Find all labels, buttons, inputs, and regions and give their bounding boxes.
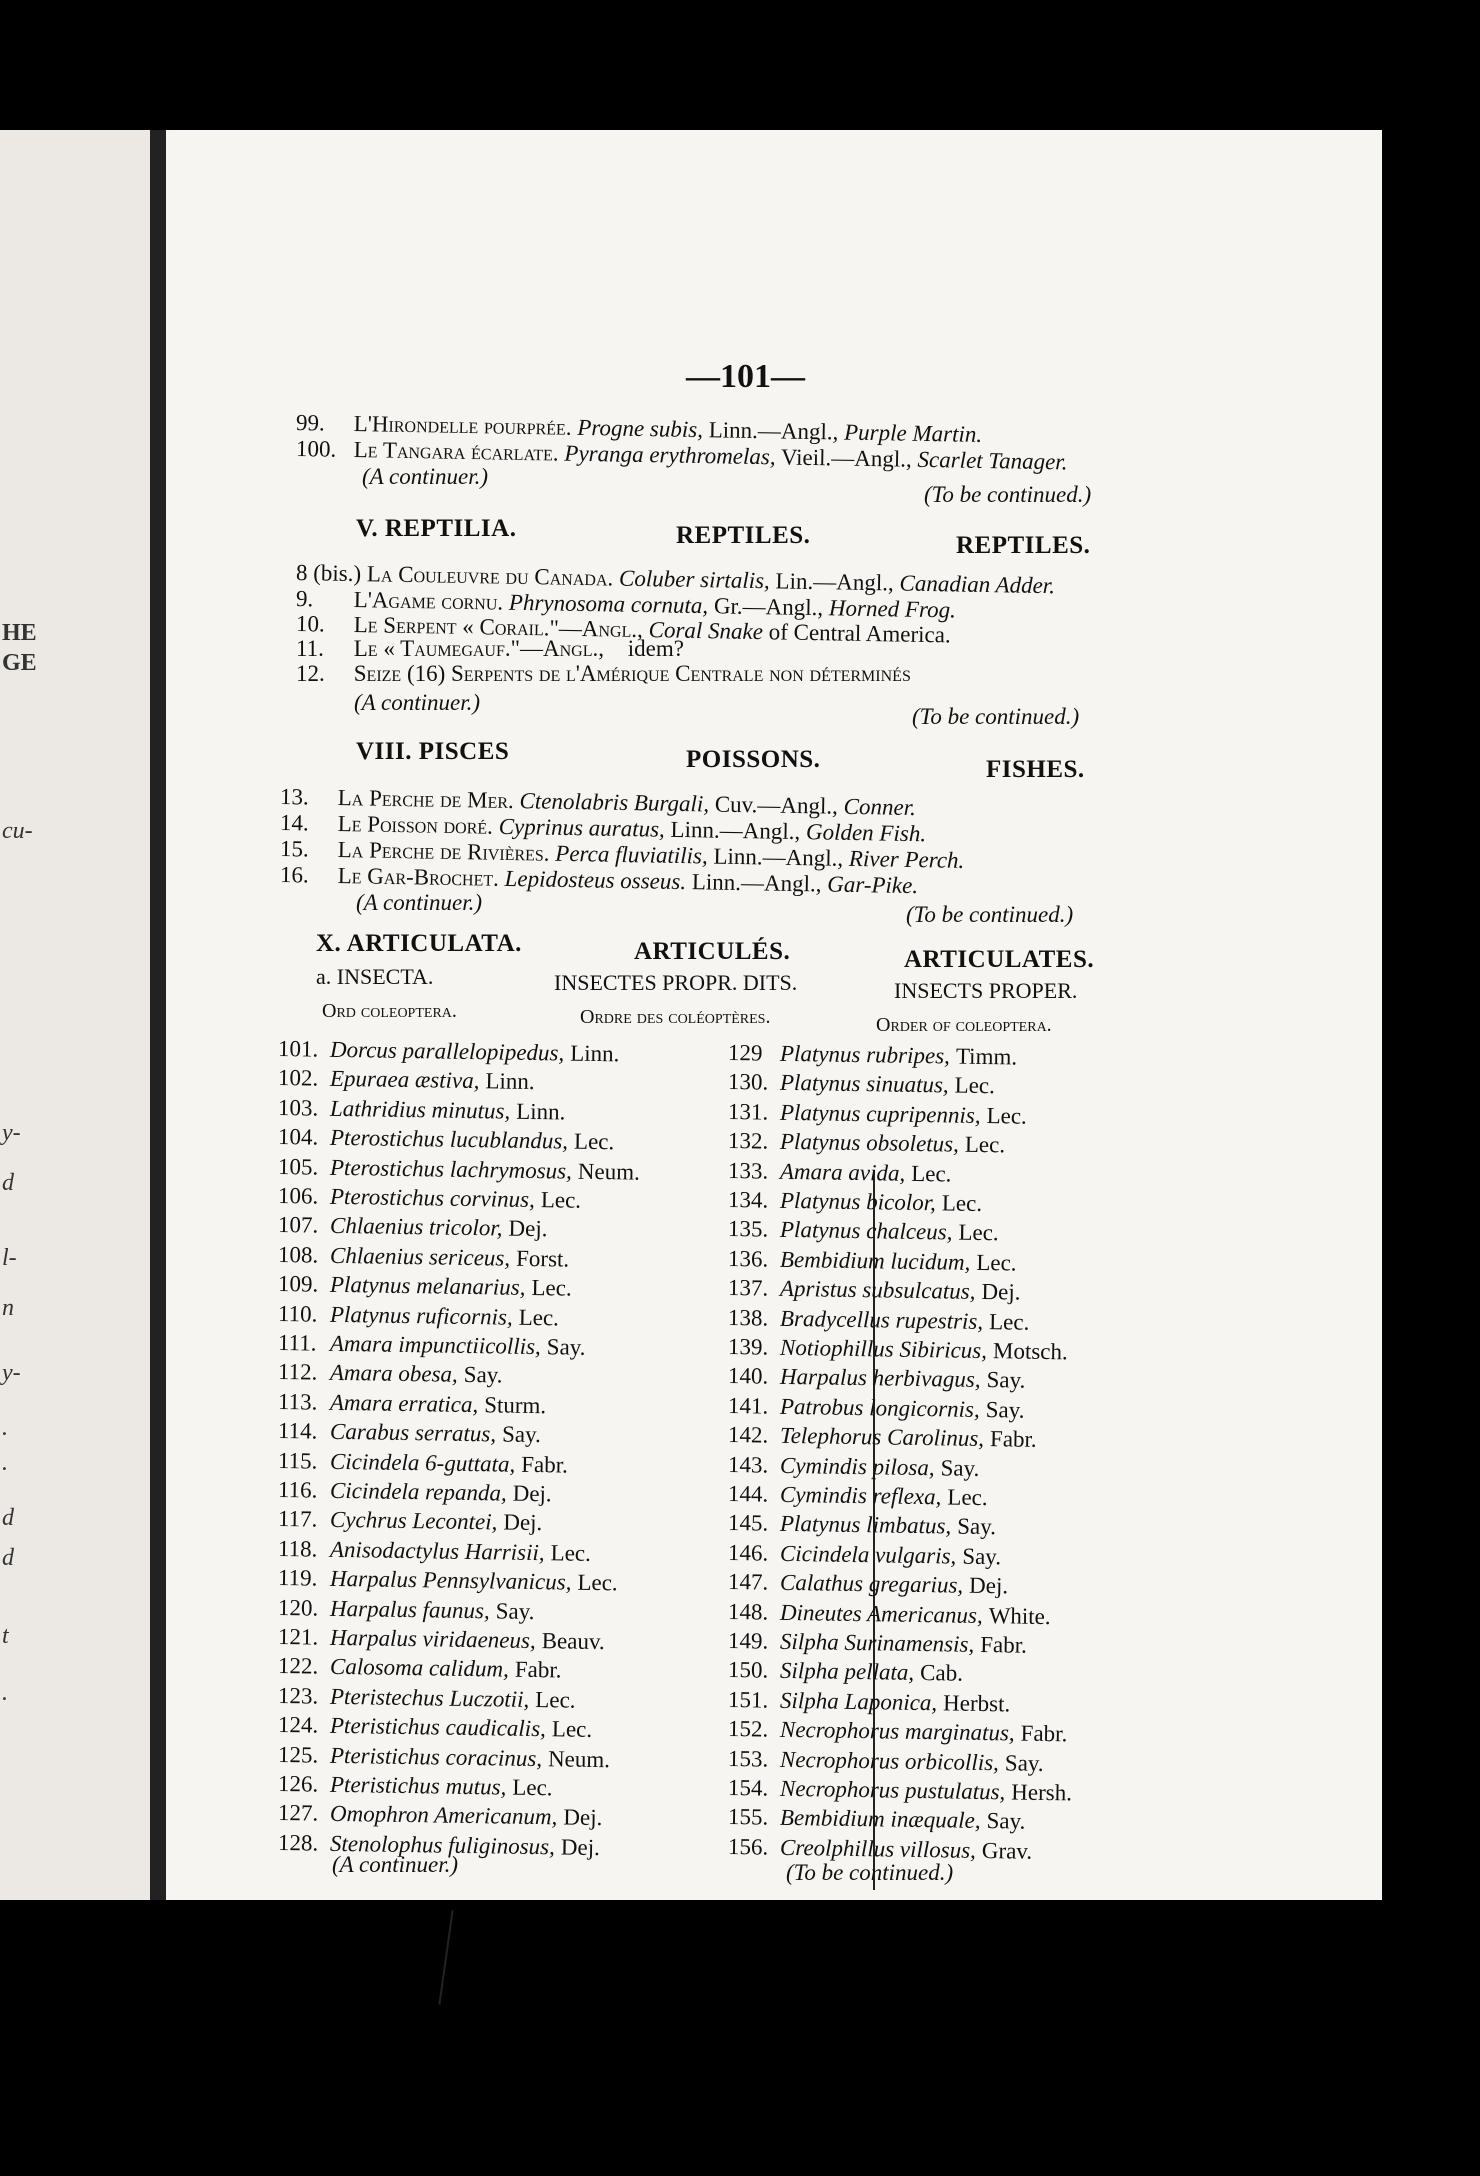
item-number: 142. [727, 1422, 769, 1448]
list-item [728, 1716, 1068, 1747]
species-name: Creolphillus villosus, [779, 1834, 977, 1863]
item-number: 147. [727, 1569, 769, 1595]
species-authority: Lec. [988, 1308, 1030, 1335]
continuation-note-en: (To be continued.) [912, 704, 1080, 729]
species-authority: Lec. [531, 1275, 572, 1301]
species-name: Amara erratica, [329, 1389, 479, 1417]
species-authority: Lec. [986, 1102, 1027, 1129]
species-authority: Motsch. [992, 1338, 1068, 1365]
species-authority: Cab. [919, 1660, 964, 1687]
list-item [728, 1746, 1044, 1777]
species-name: Necrophorus pustulatus, [779, 1775, 1006, 1805]
species-authority: Forst. [515, 1245, 570, 1272]
species-name: Bembidium inæquale, [779, 1805, 981, 1834]
continuation-note-fr: (A continuer.) [332, 1852, 459, 1877]
item-number: 153. [727, 1745, 769, 1772]
item-number: 139. [727, 1334, 769, 1360]
section-heading-fr: ARTICULÉS. [634, 938, 791, 965]
species-name: Platynus melanarius, [329, 1272, 526, 1301]
item-number: 117. [277, 1506, 318, 1533]
species-name: Telephorus Carolinus, [779, 1423, 985, 1452]
species-authority: Lec. [512, 1774, 553, 1801]
continuation-note-en: (To be continued.) [924, 482, 1092, 507]
species-authority: Linn. [570, 1040, 620, 1067]
facing-fragment: . [2, 1450, 8, 1476]
species-authority: Lec. [535, 1686, 576, 1713]
item-number: 119. [277, 1565, 318, 1591]
species-authority: Neum. [547, 1745, 611, 1772]
list-item [728, 1657, 963, 1687]
item-number: 134. [727, 1187, 769, 1213]
list-item [728, 1069, 995, 1099]
list-item [278, 1124, 615, 1155]
species-authority: Lec. [540, 1187, 582, 1213]
species-name: Harpalus herbivagus, [779, 1364, 981, 1393]
list-item [728, 1628, 1027, 1659]
item-number: 128. [277, 1829, 319, 1856]
item-number: 152. [727, 1716, 769, 1742]
species-name: Omophron Americanum, [329, 1801, 558, 1830]
species-name: Lathridius minutus, [329, 1095, 511, 1124]
species-authority: Say. [986, 1367, 1026, 1394]
species-authority: Neum. [577, 1158, 641, 1185]
facing-fragment: . [2, 1415, 8, 1441]
species-name: Cymindis pilosa, [779, 1452, 935, 1480]
binding-gutter [150, 130, 166, 1900]
species-name: Silpha Laponica, [779, 1687, 938, 1716]
species-name: Notiophillus Sibiricus, [779, 1334, 988, 1364]
species-authority: Lec. [551, 1716, 593, 1743]
species-name: Pterostichus lachrymosus, [329, 1154, 573, 1184]
species-name: Patrobus longicornis, [779, 1393, 980, 1422]
item-number: 149. [727, 1628, 769, 1654]
species-authority: Sturm. [484, 1392, 547, 1419]
item-number: 141. [727, 1392, 769, 1419]
list-item [728, 1422, 1037, 1453]
species-authority: Linn. [516, 1098, 566, 1125]
facing-fragment: l- [2, 1245, 17, 1271]
section-heading-fr: REPTILES. [676, 522, 811, 549]
species-name: Dineutes Americanus, [779, 1599, 983, 1628]
species-authority: Fabr. [989, 1426, 1037, 1453]
item-number: 129 [727, 1040, 763, 1066]
section-heading-fr: POISSONS. [686, 746, 821, 773]
list-item [278, 1418, 541, 1448]
species-authority: Lec. [947, 1484, 988, 1511]
species-name: Calathus gregarius, [779, 1570, 964, 1598]
species-name: Harpalus faunus, [329, 1595, 490, 1623]
list-item [278, 1301, 559, 1331]
section-heading-en: REPTILES. [956, 532, 1091, 559]
facing-fragment: . [2, 1680, 8, 1706]
item-number: 107. [277, 1212, 319, 1239]
subsection-fr: INSECTES PROPR. DITS. [554, 970, 798, 995]
item-number: 108. [277, 1241, 319, 1268]
list-item [728, 1393, 1025, 1424]
species-authority: Linn. [485, 1068, 535, 1095]
list-item: 11. Le « Taumegauf."—Angl., idem? [296, 636, 684, 661]
pencil-stroke [438, 1910, 453, 2004]
item-number: 130. [727, 1069, 769, 1096]
species-name: Apristus subsulcatus, [779, 1276, 976, 1305]
species-name: Pterostichus lucublandus, [329, 1125, 569, 1154]
list-item [728, 1216, 999, 1246]
species-authority: Beauv. [541, 1628, 605, 1655]
species-authority: Say. [985, 1396, 1025, 1423]
list-item [728, 1599, 1051, 1630]
species-name: Platynus limbatus, [779, 1511, 952, 1539]
list-item [278, 1800, 603, 1831]
species-name: Anisodactylus Harrisii, [329, 1536, 545, 1565]
species-name: Amara obesa, [329, 1360, 458, 1388]
facing-fragment: d [2, 1545, 14, 1571]
species-authority: Grav. [981, 1837, 1033, 1864]
species-name: Platynus chalceus, [779, 1217, 953, 1245]
species-authority: Herbst. [942, 1690, 1011, 1717]
item-number: 110. [277, 1300, 318, 1327]
list-item [278, 1183, 581, 1214]
list-item [278, 1154, 640, 1186]
continuation-note-fr: (A continuer.) [362, 464, 489, 489]
species-authority: Lec. [550, 1540, 592, 1566]
item-number: 155. [727, 1804, 769, 1831]
species-name: Cymindis reflexa, [779, 1481, 942, 1510]
item-number: 120. [277, 1594, 319, 1621]
item-number: 138. [727, 1304, 769, 1331]
item-number: 133. [727, 1157, 769, 1184]
item-number: 137. [727, 1275, 769, 1301]
item-number: 106. [277, 1183, 319, 1209]
list-item [278, 1065, 535, 1095]
species-name: Platynus obsoletus, [779, 1129, 960, 1157]
species-name: Platynus bicolor, [779, 1187, 937, 1216]
facing-fragment: t [2, 1623, 9, 1649]
species-authority: Say. [1004, 1749, 1044, 1776]
facing-fragment: y- [2, 1120, 21, 1146]
list-item [278, 1448, 568, 1479]
item-number: 127. [277, 1800, 319, 1827]
subsection-en: INSECTS PROPER. [894, 978, 1078, 1003]
list-item: 8 (bis.) La Couleuvre du Canada. Coluber sirtalis, Lin.—Angl., Canadian Adder. [295, 560, 1056, 599]
continuation-note-fr: (A continuer.) [354, 690, 481, 715]
species-authority: Lec. [577, 1569, 618, 1596]
list-item [278, 1653, 562, 1683]
species-authority: Say. [957, 1513, 997, 1540]
facing-fragment: d [2, 1505, 14, 1531]
list-item [728, 1481, 988, 1511]
order-label-latin: Ord coleoptera. [322, 1000, 457, 1022]
item-number: 115. [277, 1447, 318, 1474]
item-number: 111. [277, 1330, 317, 1356]
item-number: 136. [727, 1245, 769, 1272]
species-authority: Hersh. [1011, 1779, 1073, 1806]
species-name: Stenolophus fuliginosus, [329, 1830, 556, 1860]
facing-fragment: cu- [2, 818, 33, 844]
list-item [728, 1363, 1026, 1394]
list-item: 12. Seize (16) Serpents de l'Amérique Centrale non déterminés [296, 661, 911, 686]
item-number: 140. [727, 1363, 769, 1390]
item-number: 156. [727, 1833, 769, 1860]
page [166, 130, 1382, 1900]
list-item [728, 1128, 1005, 1158]
item-number: 125. [277, 1741, 319, 1768]
order-label-en: Order of coleoptera. [876, 1014, 1052, 1036]
species-authority: Fabr. [514, 1657, 562, 1683]
species-name: Chlaenius sericeus, [329, 1242, 511, 1271]
species-name: Silpha pellata, [779, 1658, 915, 1686]
species-authority: Lec. [911, 1160, 952, 1187]
species-name: Pteristichus coracinus, [329, 1742, 543, 1771]
item-number: 144. [727, 1481, 769, 1507]
item-number: 135. [727, 1216, 769, 1243]
list-item [278, 1536, 591, 1567]
species-name: Chlaenius tricolor, [329, 1213, 503, 1241]
species-authority: Timm. [955, 1043, 1018, 1070]
species-name: Bradycellus rupestris, [779, 1305, 984, 1334]
species-authority: Dej. [512, 1480, 552, 1507]
section-heading-latin: X. ARTICULATA. [316, 930, 522, 957]
facing-fragment: n [2, 1295, 14, 1321]
list-item [278, 1624, 605, 1655]
section-heading-latin: VIII. PISCES [356, 738, 510, 765]
item-number: 116. [277, 1477, 318, 1503]
species-authority: Lec. [958, 1220, 999, 1246]
list-item [728, 1775, 1072, 1806]
species-authority: Lec. [573, 1128, 615, 1155]
species-name: Pteristichus mutus, [329, 1771, 507, 1800]
species-name: Epuraea æstiva, [329, 1066, 480, 1094]
item-number: 126. [277, 1771, 319, 1797]
list-item [728, 1334, 1068, 1365]
item-number: 112. [277, 1359, 318, 1386]
section-heading-en: FISHES. [986, 756, 1085, 783]
item-number: 118. [277, 1535, 318, 1562]
continuation-note-en: (To be continued.) [906, 902, 1074, 927]
list-item [278, 1242, 570, 1273]
species-name: Pteristechus Luczotii, [329, 1683, 530, 1712]
list-item: 9. L'Agame cornu. Phrynosoma cornuta, Gr.—Angl., Horned Frog. [295, 586, 957, 623]
facing-fragment: GE [2, 650, 37, 676]
list-item [728, 1040, 1017, 1071]
species-authority: Lec. [518, 1304, 560, 1331]
species-name: Platynus cupripennis, [779, 1099, 981, 1128]
item-number: 114. [277, 1418, 318, 1444]
species-authority: Fabr. [1020, 1720, 1068, 1747]
species-name: Carabus serratus, [329, 1419, 497, 1447]
list-item [278, 1095, 566, 1126]
list-item [728, 1158, 952, 1188]
list-item [278, 1595, 535, 1625]
item-number: 102. [277, 1065, 319, 1092]
species-name: Platynus sinuatus, [779, 1070, 949, 1098]
list-item [278, 1330, 586, 1361]
species-authority: Say. [962, 1543, 1002, 1570]
species-authority: Say. [495, 1598, 535, 1624]
section-heading-latin: V. REPTILIA. [356, 515, 517, 542]
item-number: 113. [277, 1388, 318, 1415]
species-authority: Fabr. [980, 1631, 1028, 1658]
species-name: Amara impunctiicollis, [329, 1330, 541, 1360]
species-authority: Dej. [503, 1509, 543, 1536]
species-authority: Dej. [981, 1279, 1021, 1305]
species-name: Cicindela vulgaris, [779, 1540, 957, 1569]
species-authority: Say. [501, 1421, 542, 1448]
list-item [278, 1771, 553, 1801]
species-authority: Dej. [560, 1834, 601, 1860]
species-name: Calosoma calidum, [329, 1654, 510, 1683]
list-item: 100. Le Tangara écarlate. Pyranga erythromelas, Vieil.—Angl., Scarlet Tanager. [295, 436, 1068, 475]
species-name: Necrophorus marginatus, [779, 1717, 1015, 1746]
item-number: 131. [727, 1098, 769, 1125]
species-authority: Lec. [941, 1190, 983, 1216]
item-number: 148. [727, 1598, 769, 1625]
item-number: 103. [277, 1094, 319, 1121]
page-number: —101— [686, 358, 805, 395]
species-name: Cicindela repanda, [329, 1477, 507, 1506]
list-item [728, 1099, 1027, 1130]
species-name: Bembidium lucidum, [779, 1246, 971, 1275]
list-item [728, 1246, 1017, 1277]
continuation-note-fr: (A continuer.) [356, 890, 483, 915]
facing-fragment: y- [2, 1360, 21, 1386]
list-item [278, 1506, 543, 1536]
species-authority: Say. [546, 1334, 586, 1360]
list-item [278, 1712, 593, 1743]
section-heading-en: ARTICULATES. [904, 946, 1095, 973]
species-authority: Fabr. [521, 1451, 569, 1478]
item-number: 145. [727, 1510, 769, 1537]
facing-page [0, 130, 150, 1900]
species-authority: Say. [986, 1808, 1026, 1835]
item-number: 105. [277, 1153, 319, 1180]
list-item [728, 1540, 1001, 1570]
facing-fragment: d [2, 1170, 14, 1196]
item-number: 104. [277, 1124, 319, 1150]
continuation-note-en: (To be continued.) [786, 1860, 954, 1885]
list-item: 16. Le Gar-Brochet. Lepidosteus osseus. Linn.—Angl., Gar-Pike. [279, 862, 919, 899]
list-item [728, 1305, 1030, 1336]
species-authority: Lec. [976, 1249, 1017, 1276]
item-number: 151. [727, 1686, 769, 1713]
list-item [278, 1683, 576, 1714]
item-number: 123. [277, 1682, 319, 1709]
species-name: Silpha Surinamensis, [779, 1628, 975, 1657]
item-number: 146. [727, 1539, 769, 1566]
species-name: Pteristichus caudicalis, [329, 1713, 547, 1742]
list-item [728, 1804, 1026, 1835]
subsection-latin: a. INSECTA. [316, 964, 434, 989]
species-name: Harpalus Pennsylvanicus, [329, 1566, 572, 1595]
item-number: 122. [277, 1653, 319, 1680]
species-name: Amara avida, [779, 1158, 906, 1186]
list-item [728, 1569, 1009, 1599]
list-item: 13. La Perche de Mer. Ctenolabris Burgali, Cuv.—Angl., Conner. [279, 784, 917, 821]
species-name: Cicindela 6-guttata, [329, 1448, 516, 1477]
item-number: 132. [727, 1128, 769, 1154]
list-item [278, 1212, 548, 1242]
list-item [278, 1742, 610, 1773]
species-name: Harpalus viridaeneus, [329, 1624, 536, 1654]
species-name: Cychrus Lecontei, [329, 1507, 498, 1535]
species-authority: Lec. [954, 1072, 996, 1099]
item-number: 109. [277, 1271, 319, 1297]
list-item: 10. Le Serpent « Corail."—Angl., Coral Snake of Central America. [295, 611, 951, 648]
list-item [278, 1477, 552, 1507]
list-item [728, 1275, 1021, 1306]
item-number: 154. [727, 1775, 769, 1801]
species-authority: Say. [463, 1362, 503, 1388]
species-name: Necrophorus orbicollis, [779, 1746, 1000, 1775]
list-item: 14. Le Poisson doré. Cyprinus auratus, Linn.—Angl., Golden Fish. [279, 810, 927, 847]
species-authority: Lec. [964, 1131, 1006, 1158]
species-authority: White. [988, 1602, 1051, 1629]
item-number: 143. [727, 1451, 769, 1478]
item-number: 121. [277, 1624, 319, 1650]
species-name: Platynus ruficornis, [329, 1301, 513, 1330]
list-item [728, 1510, 996, 1540]
list-item [278, 1359, 503, 1389]
list-item: 15. La Perche de Rivières. Perca fluviatilis, Linn.—Angl., River Perch. [279, 836, 965, 873]
species-authority: Dej. [968, 1572, 1009, 1599]
list-item [278, 1271, 572, 1302]
item-number: 101. [277, 1036, 319, 1062]
species-authority: Dej. [508, 1216, 548, 1242]
list-item [728, 1687, 1011, 1717]
list-item [278, 1036, 620, 1067]
species-name: Dorcus parallelopipedus, [329, 1036, 565, 1066]
species-name: Pterostichus corvinus, [329, 1183, 536, 1213]
list-item [278, 1565, 618, 1596]
species-authority: Say. [940, 1454, 980, 1481]
order-label-fr: Ordre des coléoptères. [580, 1006, 771, 1028]
facing-fragment: HE [2, 620, 37, 646]
list-item [728, 1187, 982, 1217]
list-item [278, 1389, 547, 1419]
species-authority: Dej. [563, 1804, 603, 1831]
species-name: Platynus rubripes, [779, 1040, 951, 1069]
list-item [728, 1452, 980, 1482]
list-item: 99. L'Hirondelle pourprée. Progne subis, Linn.—Angl., Purple Martin. [295, 410, 983, 447]
item-number: 150. [727, 1657, 769, 1684]
item-number: 124. [277, 1712, 319, 1738]
